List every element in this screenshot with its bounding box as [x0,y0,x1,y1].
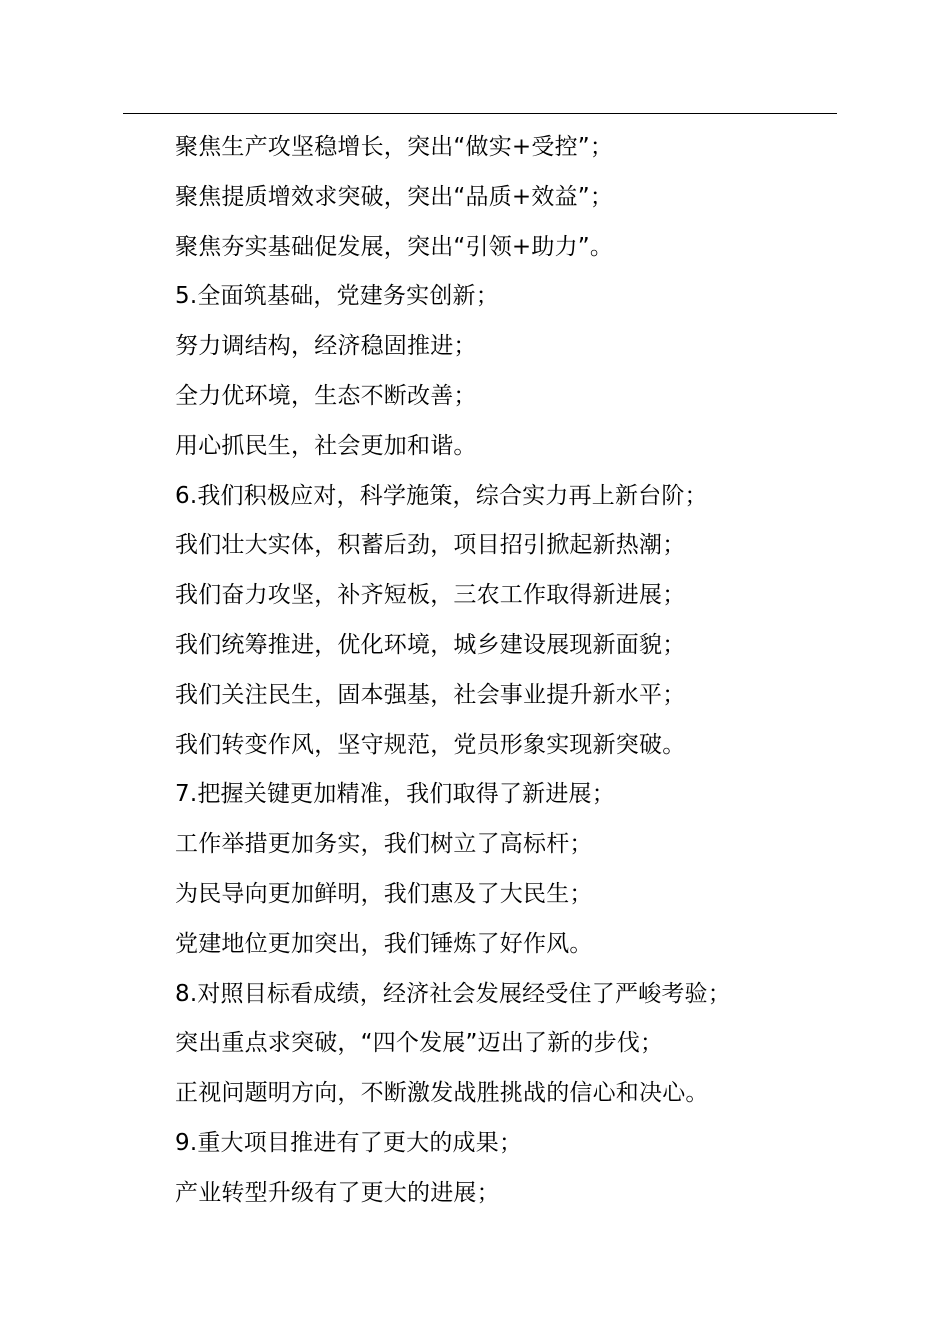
text-line: 8.对照目标看成绩，经济社会发展经受住了严峻考验； [175,980,731,1007]
text-line: 工作举措更加务实，我们树立了高标杆； [175,831,593,858]
text-line: 聚焦夯实基础促发展，突出“引领+助力”。 [175,233,614,260]
text-line: 产业转型升级有了更大的进展； [175,1179,500,1206]
text-line: 我们转变作风，坚守规范，党员形象实现新突破。 [175,731,686,758]
text-line: 聚焦生产攻坚稳增长，突出“做实+受控”； [175,134,614,160]
text-line: 6.我们积极应对，科学施策，综合实力再上新台阶； [175,482,708,509]
text-line: 9.重大项目推进有了更大的成果； [175,1129,523,1156]
text-line: 正视问题明方向，不断激发战胜挑战的信心和决心。 [175,1080,709,1107]
text-line: 我们奋力攻坚，补齐短板，三农工作取得新进展； [175,582,686,609]
text-line: 聚焦提质增效求突破，突出“品质+效益”； [175,183,614,210]
text-line: 为民导向更加鲜明，我们惠及了大民生； [175,880,593,907]
text-line: 用心抓民生，社会更加和谐。 [175,432,477,459]
text-line: 我们壮大实体，积蓄后劲，项目招引掀起新热潮； [175,532,686,559]
text-line: 5.全面筑基础，党建务实创新； [175,283,499,310]
header-rule [123,113,837,114]
text-line: 我们关注民生，固本强基，社会事业提升新水平； [175,681,686,708]
text-line: 党建地位更加突出，我们锤炼了好作风。 [175,930,593,957]
document-body [175,123,865,1219]
text-line: 我们统筹推进，优化环境，城乡建设展现新面貌； [175,631,686,658]
text-line: 7.把握关键更加精准，我们取得了新进展； [175,781,615,808]
text-line: 全力优环境，生态不断改善； [175,382,477,409]
text-line: 突出重点求突破，“四个发展”迈出了新的步伐； [175,1030,664,1057]
text-line: 努力调结构，经济稳固推进； [175,333,477,360]
